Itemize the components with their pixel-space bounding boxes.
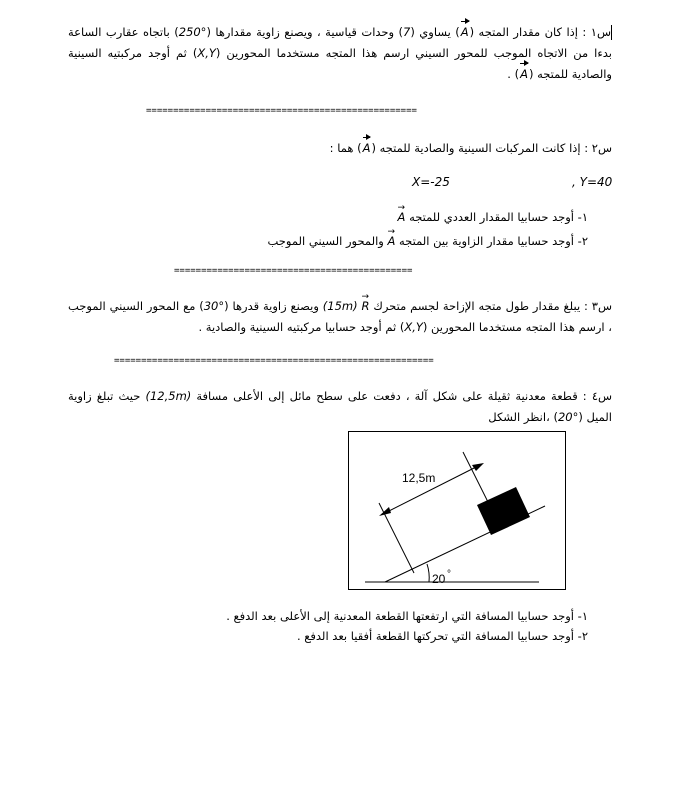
q2-number: س٢ bbox=[591, 141, 612, 155]
q2-x-value: X=-25 bbox=[412, 175, 450, 189]
q1-text-f: ) . bbox=[507, 67, 520, 81]
q3-text-a: : يبلغ مقدار طول متجه الإزاحة لجسم متحرك bbox=[373, 299, 588, 313]
q3-number: س٣ bbox=[591, 299, 613, 313]
q2-item-2 bbox=[200, 231, 588, 251]
q1-text-c: ) وحدات قياسية ، ويصنع زاوية مقدارها ( bbox=[206, 25, 404, 39]
q3-angle: 30° bbox=[203, 299, 225, 313]
question-4 bbox=[68, 386, 612, 428]
q2-vector-a: A bbox=[362, 138, 372, 159]
question-3 bbox=[68, 296, 612, 338]
q2-item2-end: والمحور السيني الموجب bbox=[267, 234, 384, 248]
q3-vector-r: R → bbox=[361, 296, 369, 317]
q4-text-a: : قطعة معدنية ثقيلة على شكل آلة ، دفعت على سطح مائل إلى الأعلى مسافة bbox=[196, 389, 587, 403]
angle-arc bbox=[427, 564, 429, 582]
separator-1: ================================================== bbox=[146, 106, 417, 116]
arrowhead-end bbox=[472, 463, 484, 471]
q3-text-c: ) مع المحور السيني الموجب ، ارسم هذا المتجه مستخدما المحورين ( bbox=[68, 299, 612, 334]
q2-item2-vector: A → bbox=[387, 231, 395, 251]
q1-text-b: ) يساوي ( bbox=[410, 25, 460, 39]
figure-angle-degree: ° bbox=[447, 569, 451, 580]
q4-item1-text: أوجد حسابيا المسافة التي ارتفعتها القطعة المعدنية إلى الأعلى بعد الدفع . bbox=[226, 609, 574, 623]
q4-item2-text: أوجد حسابيا المسافة التي تحركتها القطعة أفقيا بعد الدفع . bbox=[296, 629, 574, 643]
metal-block bbox=[477, 487, 530, 535]
text-cursor bbox=[611, 25, 612, 40]
q4-angle: 20° bbox=[557, 410, 579, 424]
q2-text-b: ) هما : bbox=[329, 141, 362, 155]
question-2 bbox=[68, 138, 612, 159]
q1-text-e: ) ثم أوجد مركبتيه السينية والصادية للمتجه ( bbox=[68, 46, 612, 81]
q3-text-b: ويصنع زاوية قدرها ( bbox=[224, 299, 319, 313]
q1-text-d: ) باتجاه عقارب الساعة بدءا من الاتجاه الموجب للمحور السيني ارسم هذا المتجه مستخدما المحورين ( bbox=[68, 25, 612, 60]
q2-y-value: , Y=40 bbox=[572, 175, 613, 189]
q1-number: س١ bbox=[590, 25, 611, 39]
q2-item2-text: أوجد حسابيا مقدار الزاوية بين المتجه bbox=[399, 234, 574, 248]
q3-text-d: ) ثم أوجد حسابيا مركبتيه السينية والصادية . bbox=[198, 320, 405, 334]
q3-distance: (15m) bbox=[322, 299, 358, 313]
separator-3: =========================================================== bbox=[114, 356, 434, 366]
q4-item-1 bbox=[180, 606, 588, 626]
q4-text-b: حيث تبلغ زاوية الميل ( bbox=[68, 389, 612, 424]
separator-2: ============================================ bbox=[174, 266, 413, 276]
q4-item-2 bbox=[180, 626, 588, 646]
q1-text-a: : إذا كان مقدار المتجه ( bbox=[469, 25, 587, 39]
q1-magnitude: 7 bbox=[403, 25, 411, 39]
q4-number: س٤ bbox=[591, 389, 613, 403]
q4-item1-number: ١- bbox=[577, 609, 588, 623]
q2-text-a: : إذا كانت المركبات السينية والصادية للمتجه ( bbox=[371, 141, 589, 155]
incline-figure bbox=[348, 431, 566, 590]
q2-item1-vector: A → bbox=[398, 207, 406, 227]
q4-distance: (12,5m) bbox=[145, 389, 192, 403]
q2-item1-number: ١- bbox=[577, 210, 588, 224]
q3-axes: X,Y bbox=[404, 320, 423, 334]
q1-angle: 250° bbox=[178, 25, 207, 39]
figure-angle-label: 20 bbox=[432, 572, 446, 586]
q2-item2-number: ٢- bbox=[577, 234, 588, 248]
q4-text-c: ) ،انظر الشكل bbox=[488, 410, 558, 424]
figure-distance-label: 12,5m bbox=[402, 471, 436, 485]
q1-axes: X,Y bbox=[197, 46, 216, 60]
question-1 bbox=[68, 22, 612, 85]
q1-vector-a-2: A bbox=[519, 64, 529, 85]
extension-line-end bbox=[463, 452, 492, 510]
q4-item2-number: ٢- bbox=[577, 629, 588, 643]
q1-vector-a: A bbox=[460, 22, 470, 43]
incline-diagram bbox=[349, 432, 565, 589]
q2-item1-text: أوجد حسابيا المقدار العددي للمتجه bbox=[409, 210, 574, 224]
